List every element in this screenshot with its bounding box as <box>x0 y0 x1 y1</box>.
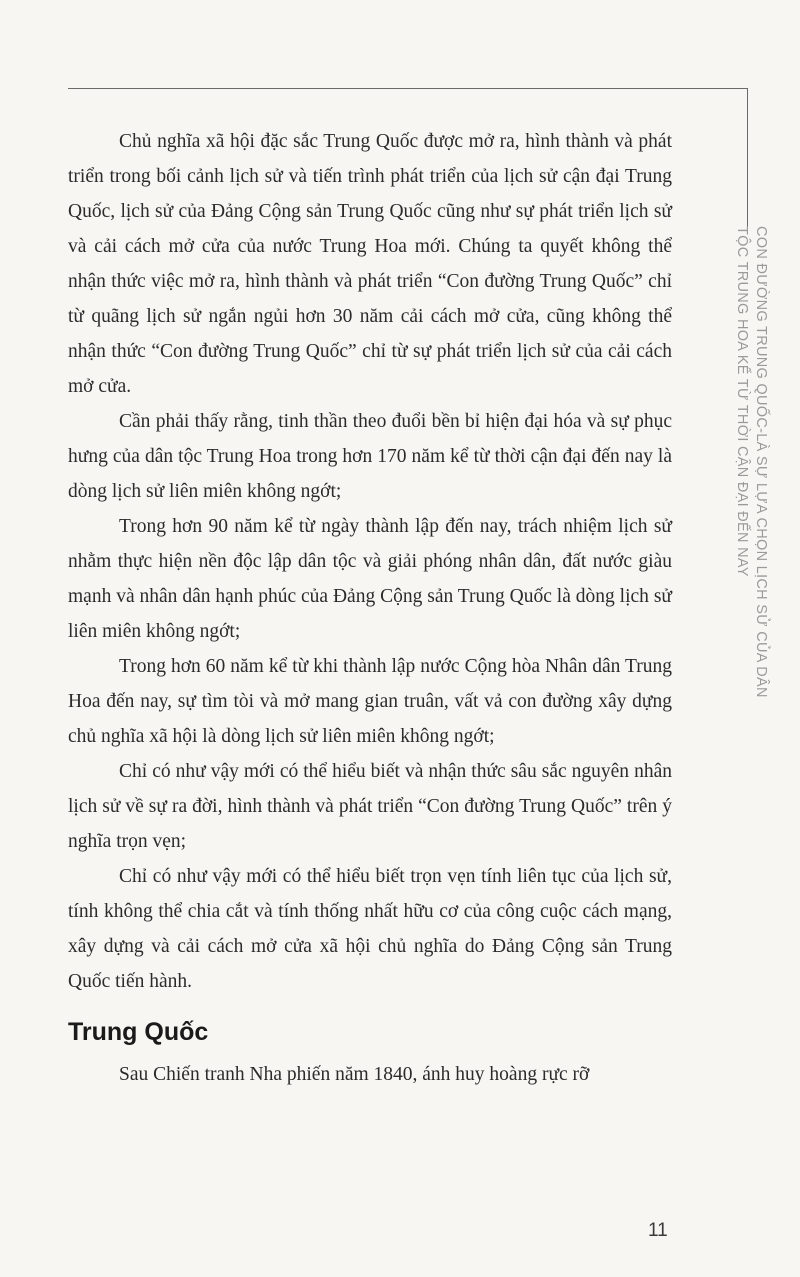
paragraph: Chỉ có như vậy mới có thể hiểu biết trọn vẹn tính liên tục của lịch sử, tính không thể chia cắt và tính thống nhất hữu cơ của công cuộc cách mạng, xây dựng và cải cách mở cửa xã hội chủ nghĩa do Đảng Cộng sản Trung Quốc tiến hành. <box>68 866 672 992</box>
page-number: 11 <box>648 1220 668 1241</box>
paragraph: Sau Chiến tranh Nha phiến năm 1840, ánh huy hoàng rực rỡ <box>119 1064 590 1085</box>
paragraph: Cần phải thấy rằng, tinh thần theo đuổi bền bỉ hiện đại hóa và sự phục hưng của dân tộc Trung Hoa trong hơn 170 năm kể từ thời cận đại đến nay là dòng lịch sử liên miên không ngớt; <box>68 411 672 502</box>
running-title-line-2: TỘC TRUNG HOA KỂ TỪ THỜI CẬN ĐẠI ĐẾN NAY <box>734 226 750 577</box>
page-body <box>68 124 672 1092</box>
header-rule <box>68 88 748 89</box>
running-title-line-1: CON ĐƯỜNG TRUNG QUỐC-LÀ SỰ LỰA CHỌN LỊCH SỬ CỦA DÂN <box>753 226 769 698</box>
paragraph: Chủ nghĩa xã hội đặc sắc Trung Quốc được mở ra, hình thành và phát triển trong bối cảnh lịch sử và tiến trình phát triển của lịch sử cận đại Trung Quốc, lịch sử của Đảng Cộng sản Trung Quốc cũng như sự phát triển lịch sử và cải cách mở cửa của nước Trung Hoa mới. Chúng ta quyết không thể nhận thức việc mở ra, hình thành và phát triển “Con đường Trung Quốc” chỉ từ quãng lịch sử ngắn ngủi hơn 30 năm cải cách mở cửa, cũng không thể nhận thức “Con đường Trung Quốc” chỉ từ sự phát triển lịch sử của cải cách mở cửa. <box>68 131 672 397</box>
paragraph: Trong hơn 90 năm kể từ ngày thành lập đến nay, trách nhiệm lịch sử nhằm thực hiện nền độc lập dân tộc và giải phóng nhân dân, đất nước giàu mạnh và nhân dân hạnh phúc của Đảng Cộng sản Trung Quốc là dòng lịch sử liên miên không ngớt; <box>68 516 672 642</box>
paragraph: Chỉ có như vậy mới có thể hiểu biết và nhận thức sâu sắc nguyên nhân lịch sử về sự ra đời, hình thành và phát triển “Con đường Trung Quốc” trên ý nghĩa trọn vẹn; <box>68 761 672 852</box>
side-rule <box>747 88 748 232</box>
section-heading: Trung Quốc <box>68 1018 209 1046</box>
paragraph: Trong hơn 60 năm kể từ khi thành lập nước Cộng hòa Nhân dân Trung Hoa đến nay, sự tìm tòi và mở mang gian truân, vất vả con đường xây dựng chủ nghĩa xã hội là dòng lịch sử liên miên không ngớt; <box>68 656 672 747</box>
running-chapter-title <box>732 226 770 726</box>
